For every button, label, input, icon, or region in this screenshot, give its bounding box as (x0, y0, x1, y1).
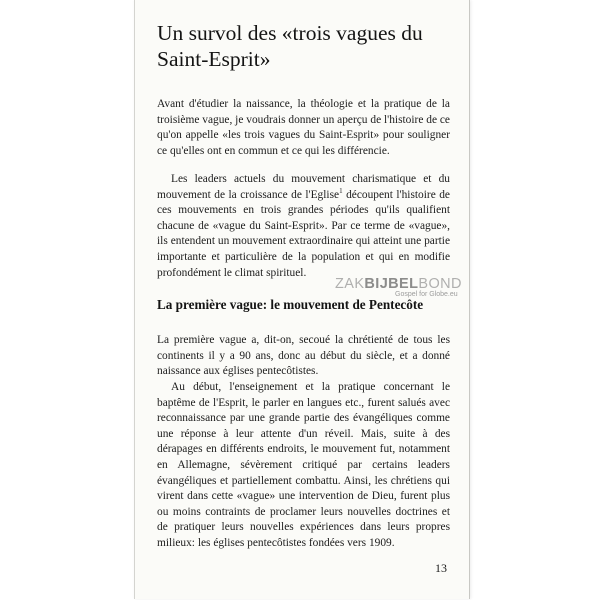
page-number: 13 (435, 561, 447, 575)
intro-paragraph-1: Avant d'étudier la naissance, la théologie et la pratique de la troisième vague, je voudrais donner un aperçu de l'histoire de ce qu'on appelle «les trois vagues du Saint-Esprit» pour souligner ce qu'elles ont en commun et ce qui les différencie. (157, 98, 450, 157)
footnote-mark: 1 (339, 186, 343, 195)
section-title: La première vague: le mouvement de Pentecôte (157, 297, 424, 312)
chapter-title: Un survol des «trois vagues du Saint-Esprit» (157, 21, 423, 71)
paragraph-text: Les leaders actuels du mouvement charismatique et du mouvement de la croissance de l'Eglise (157, 173, 450, 201)
watermark-tagline: Gospel for Globe.eu (395, 291, 458, 298)
intro-paragraph-2 (157, 172, 450, 281)
watermark-brand-part: BOND (418, 276, 462, 292)
watermark-brand-part: BIJBEL (364, 276, 419, 292)
paragraph-text: découpent l'histoire de ces mouvements en trois grandes périodes qu'ils qualifient chacune de «vague du Saint-Esprit». Par ce terme de «vague», ils entendent un mouvement extraordinaire qui atteint une partie importante et particulière de la population et qui en modifie profondément le climat spirituel. (157, 188, 450, 279)
section-paragraph-2: Au début, l'enseignement et la pratique concernant le baptême de l'Esprit, le parler en langues etc., furent salués avec reconnaissance par une grande partie des évangéliques comme une réponse à leur attente d'un réveil. Mais, suite à des dérapages en différents endroits, le mouvement fut, notamment en Allemagne, sévèrement critiqué par certains leaders évangéliques et partiellement combattu. Ainsi, les chrétiens qui virent dans cette «vague» une intervention de Dieu, furent plus ou moins contraints de proclamer leurs nouvelles doctrines et de pratiquer leurs nouvelles expériences dans leurs propres milieux: les églises pentecôtistes fondées vers 1909. (157, 381, 450, 549)
section-paragraph-1: La première vague a, dit-on, secoué la chrétienté de tous les continents il y a 90 ans, donc au début du siècle, et a donné naissance aux églises pentecôtistes. (157, 334, 450, 378)
watermark-logo (335, 276, 485, 302)
watermark-brand (335, 276, 462, 292)
watermark-brand-part: ZAK (335, 276, 365, 292)
